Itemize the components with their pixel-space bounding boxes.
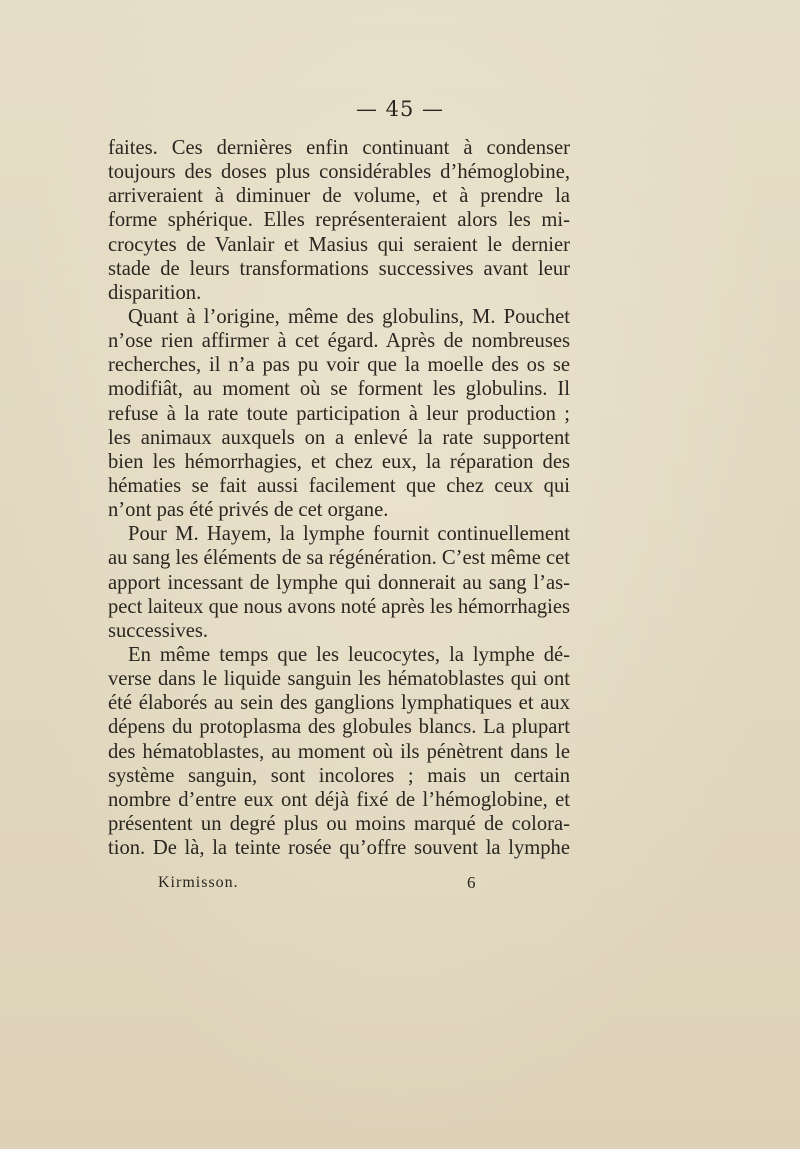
paragraph	[108, 136, 570, 305]
text-line: modifiât, au moment où se forment les globulins. Il	[108, 378, 570, 401]
paragraph	[108, 522, 570, 643]
text-line: crocytes de Vanlair et Masius qui seraient le dernier	[108, 233, 570, 256]
text-line: été élaborés au sein des ganglions lymphatiques et aux	[108, 692, 570, 715]
text-line: les animaux auxquels on a enlevé la rate supportent	[108, 426, 570, 449]
text-line: apport incessant de lymphe qui donnerait au sang l’as-	[108, 571, 570, 594]
text-line: nombre d’entre eux ont déjà fixé de l’hémoglobine, et	[108, 788, 570, 811]
text-line: stade de leurs transformations successives avant leur	[108, 257, 570, 280]
text-line: hématies se fait aussi facilement que chez ceux qui	[108, 474, 570, 497]
text-line: n’ont pas été privés de cet organe.	[108, 499, 389, 522]
text-line: toujours des doses plus considérables d’hémoglobine,	[108, 161, 570, 184]
text-line: forme sphérique. Elles représenteraient alors les mi-	[108, 209, 570, 232]
text-line: n’ose rien affirmer à cet égard. Après de nombreuses	[108, 330, 570, 353]
text-line: arriveraient à diminuer de volume, et à prendre la	[108, 185, 570, 208]
text-line: Quant à l’origine, même des globulins, M. Pouchet	[128, 305, 570, 328]
text-line: disparition.	[108, 281, 202, 304]
text-line: système sanguin, sont incolores ; mais un certain	[108, 764, 570, 787]
text-line: faites. Ces dernières enfin continuant à condenser	[108, 137, 570, 159]
text-line: verse dans le liquide sanguin les hématoblastes qui ont	[108, 668, 570, 691]
text-line: successives.	[108, 619, 209, 642]
sheet-signature-number: 6	[467, 873, 476, 892]
text-line: refuse à la rate toute participation à leur production ;	[108, 402, 570, 425]
text-line: des hématoblastes, au moment où ils pénètrent dans le	[108, 740, 570, 763]
paragraph	[108, 643, 570, 860]
text-line: tion. De là, la teinte rosée qu’offre souvent la lymphe	[108, 837, 570, 860]
text-line: Pour M. Hayem, la lymphe fournit continuellement	[128, 523, 570, 546]
page-number: — 45 —	[355, 97, 445, 121]
text-line: recherches, il n’a pas pu voir que la moelle des os se	[108, 354, 570, 377]
text-line: dépens du protoplasma des globules blancs. La plupart	[108, 716, 570, 739]
printer-signature-mark: Kirmisson.	[158, 874, 239, 891]
body-text	[108, 136, 570, 860]
text-line: En même temps que les leucocytes, la lymphe dé-	[128, 643, 570, 666]
text-line: bien les hémorrhagies, et chez eux, la réparation des	[108, 450, 570, 473]
text-line: présentent un degré plus ou moins marqué de colora-	[108, 812, 570, 835]
text-line: au sang les éléments de sa régénération. C’est même cet	[108, 547, 570, 570]
text-line: pect laiteux que nous avons noté après les hémorrhagies	[108, 595, 570, 618]
paragraph	[108, 305, 570, 522]
